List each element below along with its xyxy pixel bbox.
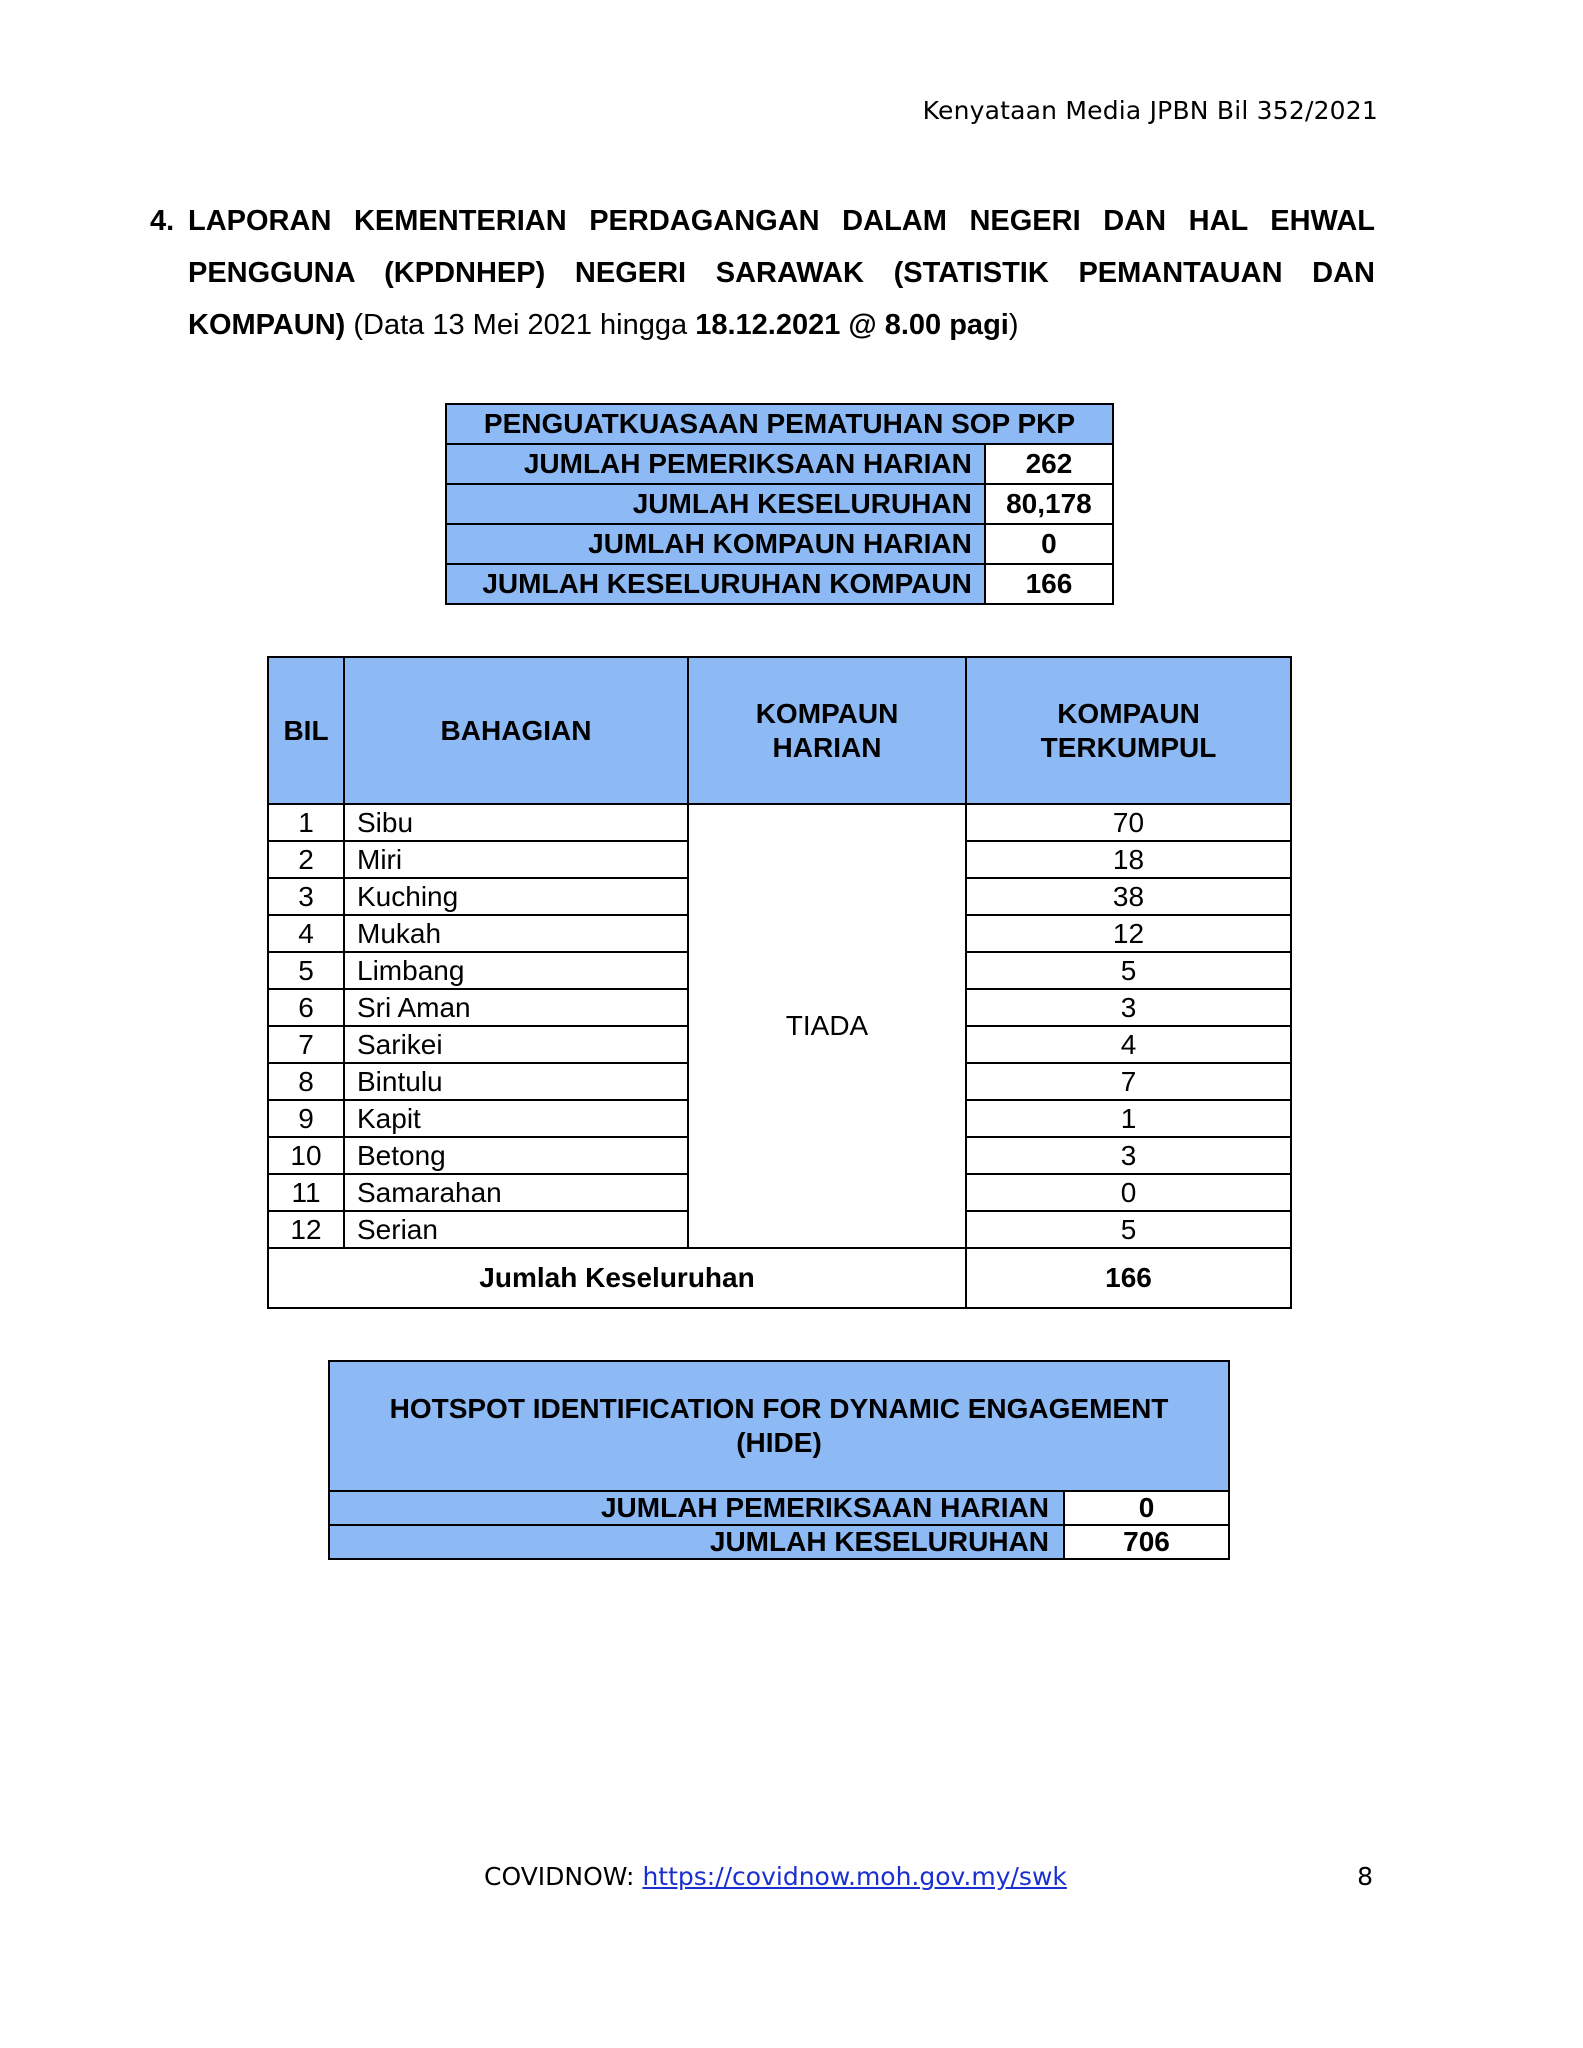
table-row xyxy=(329,1525,1229,1559)
cell-bil: 2 xyxy=(268,841,344,878)
sop-row-label: JUMLAH PEMERIKSAAN HARIAN xyxy=(446,444,985,484)
section-number: 4. xyxy=(150,205,175,237)
table-row xyxy=(446,444,1113,484)
date-bold: 18.12.2021 @ 8.00 pagi xyxy=(695,309,1009,341)
cell-bahagian: Mukah xyxy=(344,915,688,952)
cell-bil: 8 xyxy=(268,1063,344,1100)
date-suffix: ) xyxy=(1008,309,1019,341)
cell-bahagian: Miri xyxy=(344,841,688,878)
cell-bahagian: Betong xyxy=(344,1137,688,1174)
cell-bil: 12 xyxy=(268,1211,344,1248)
header-bahagian: BAHAGIAN xyxy=(344,657,688,804)
cell-kompaun-terkumpul: 3 xyxy=(966,1137,1291,1174)
sop-row-value: 0 xyxy=(985,524,1113,564)
hide-row-value: 0 xyxy=(1064,1491,1229,1525)
table-row xyxy=(446,564,1113,604)
cell-kompaun-terkumpul: 70 xyxy=(966,804,1291,841)
sop-row-value: 166 xyxy=(985,564,1113,604)
total-value: 166 xyxy=(966,1248,1291,1308)
cell-bil: 3 xyxy=(268,878,344,915)
footer-prefix: COVIDNOW: xyxy=(484,1862,643,1891)
sop-row-label: JUMLAH KESELURUHAN KOMPAUN xyxy=(446,564,985,604)
table-row xyxy=(268,804,1291,841)
cell-kompaun-terkumpul: 4 xyxy=(966,1026,1291,1063)
table-row xyxy=(446,484,1113,524)
cell-kompaun-terkumpul: 18 xyxy=(966,841,1291,878)
sop-table-title: PENGUATKUASAAN PEMATUHAN SOP PKP xyxy=(446,404,1113,444)
cell-bahagian: Sri Aman xyxy=(344,989,688,1026)
cell-kompaun-terkumpul: 5 xyxy=(966,952,1291,989)
cell-kompaun-terkumpul: 1 xyxy=(966,1100,1291,1137)
sop-row-label: JUMLAH KESELURUHAN xyxy=(446,484,985,524)
cell-kompaun-terkumpul: 12 xyxy=(966,915,1291,952)
cell-bil: 9 xyxy=(268,1100,344,1137)
cell-kompaun-terkumpul: 5 xyxy=(966,1211,1291,1248)
cell-bil: 4 xyxy=(268,915,344,952)
cell-bil: 6 xyxy=(268,989,344,1026)
cell-bahagian: Kuching xyxy=(344,878,688,915)
table-row xyxy=(446,524,1113,564)
hide-title-line1: HOTSPOT IDENTIFICATION FOR DYNAMIC ENGAGEMENT xyxy=(389,1393,1169,1424)
sop-row-label: JUMLAH KOMPAUN HARIAN xyxy=(446,524,985,564)
sop-row-value: 262 xyxy=(985,444,1113,484)
hide-title-line2: (HIDE) xyxy=(736,1427,822,1458)
section-heading xyxy=(150,195,1375,351)
cell-kompaun-terkumpul: 38 xyxy=(966,878,1291,915)
page-number: 8 xyxy=(1357,1862,1373,1891)
cell-bahagian: Serian xyxy=(344,1211,688,1248)
table-row xyxy=(329,1491,1229,1525)
hide-table-title xyxy=(329,1361,1229,1491)
hide-table xyxy=(328,1360,1230,1560)
header-bil: BIL xyxy=(268,657,344,804)
header-kompaun-terkumpul: KOMPAUN TERKUMPUL xyxy=(966,657,1291,804)
cell-kompaun-terkumpul: 3 xyxy=(966,989,1291,1026)
cell-bil: 1 xyxy=(268,804,344,841)
cell-bil: 11 xyxy=(268,1174,344,1211)
compound-by-division-table xyxy=(267,656,1292,1309)
cell-bahagian: Samarahan xyxy=(344,1174,688,1211)
footer xyxy=(484,1862,1067,1891)
cell-bahagian: Kapit xyxy=(344,1100,688,1137)
cell-bil: 7 xyxy=(268,1026,344,1063)
cell-kompaun-terkumpul: 7 xyxy=(966,1063,1291,1100)
sop-row-value: 80,178 xyxy=(985,484,1113,524)
date-prefix: (Data 13 Mei 2021 hingga xyxy=(345,309,696,341)
cell-bahagian: Sarikei xyxy=(344,1026,688,1063)
header-kompaun-harian: KOMPAUN HARIAN xyxy=(688,657,966,804)
cell-bil: 5 xyxy=(268,952,344,989)
total-label: Jumlah Keseluruhan xyxy=(268,1248,966,1308)
cell-bahagian: Bintulu xyxy=(344,1063,688,1100)
section-title-bold: LAPORAN KEMENTERIAN PERDAGANGAN DALAM NEGERI DAN HAL EHWAL PENGGUNA (KPDNHEP) NEGERI SARAWAK (STATISTIK PEMANTAUAN DAN KOMPAUN) xyxy=(188,205,1375,341)
cell-bahagian: Sibu xyxy=(344,804,688,841)
hide-row-value: 706 xyxy=(1064,1525,1229,1559)
section-title xyxy=(188,195,1375,351)
cell-bahagian: Limbang xyxy=(344,952,688,989)
covidnow-link[interactable]: https://covidnow.moh.gov.my/swk xyxy=(642,1862,1067,1891)
document-reference: Kenyataan Media JPBN Bil 352/2021 xyxy=(922,96,1378,125)
sop-enforcement-table xyxy=(445,403,1114,605)
hide-row-label: JUMLAH KESELURUHAN xyxy=(329,1525,1064,1559)
cell-kompaun-terkumpul: 0 xyxy=(966,1174,1291,1211)
hide-row-label: JUMLAH PEMERIKSAAN HARIAN xyxy=(329,1491,1064,1525)
cell-bil: 10 xyxy=(268,1137,344,1174)
cell-kompaun-harian-merged: TIADA xyxy=(688,804,966,1248)
